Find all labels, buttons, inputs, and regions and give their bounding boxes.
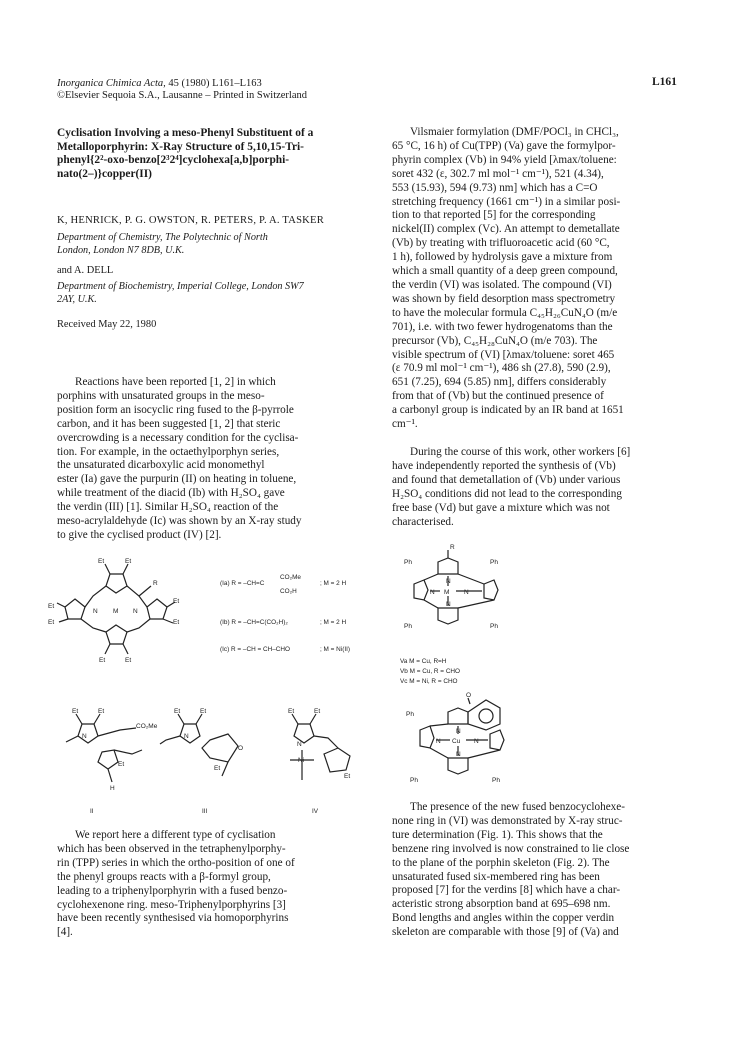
text-line: soret 432 (ε, 302.7 ml mol⁻¹ cm⁻¹), 521 (4.34), (392, 167, 604, 180)
received-date: Received May 22, 1980 (57, 319, 157, 330)
text-line: and found that demetallation of (Vb) under various (392, 473, 621, 486)
compound-Ia (220, 580, 264, 587)
compound-Ia-sub1: CO₂Me (280, 574, 301, 581)
affiliation-secondary (57, 281, 304, 306)
authors-primary: K, HENRICK, P. G. OWSTON, R. PETERS, P. A. TASKER (57, 215, 324, 226)
text-line: 701), i.e. with two fewer hydrogenatoms than the (392, 320, 613, 333)
text-line: skeleton are comparable with those [9] of (Va) and (392, 926, 619, 939)
structures-II-III-IV (62, 706, 362, 806)
affiliation-line: 2AY, U.K. (57, 293, 97, 305)
text-line: from that of (Vb) but the continued presence of (392, 390, 604, 403)
compound-Ia-metal: ; M = 2 H (320, 580, 347, 587)
ethyl-label: Et (98, 558, 105, 565)
text-line: the verdin (VI) was isolated. The compound (VI) (392, 278, 612, 291)
text-line: nickel(II) complex (Vc). An attempt to demetallate (392, 223, 620, 236)
porphyrin-structure-I (48, 556, 195, 676)
authors-secondary: and A. DELL (57, 265, 114, 276)
affiliation-line: London, London N7 8DB, U.K. (57, 244, 185, 256)
ethyl-label: Et (214, 765, 221, 772)
nitrogen-label: N (436, 738, 441, 745)
ethyl-label: Et (72, 708, 79, 715)
text-line: proposed [7] for the verdins [8] which have a char- (392, 884, 621, 897)
compound-IV-label: IV (312, 808, 319, 815)
text-line: the unsaturated dicarboxylic acid monomethyl (57, 459, 265, 472)
compound-Ib-def: (Ib) R = –CH=C(CO₂H)₂ (220, 619, 288, 626)
text-line: We report here a different type of cyclisation (75, 829, 276, 841)
right-paragraph-1 (392, 126, 684, 432)
compound-Ia-def: (Ia) R = –CH=C (220, 580, 265, 587)
text-line: 65 °C, 16 h) of Cu(TPP) (Va) gave the formylpor- (392, 139, 616, 152)
nitrogen-label: N (456, 728, 461, 735)
compound-Ic-metal: ; M = Ni(II) (320, 646, 350, 653)
ethyl-label: Et (344, 773, 351, 780)
ethyl-label: Et (200, 708, 207, 715)
right-paragraph-3 (392, 801, 684, 940)
ethyl-label: Et (118, 761, 125, 768)
text-line: free base (Vd) but gave a mixture which was not (392, 501, 610, 514)
compound-Ic-def: (Ic) R = –CH = CH–CHO (220, 646, 290, 653)
right-paragraph-2 (392, 446, 684, 529)
nitrogen-label: N (456, 751, 461, 758)
ethyl-label: Et (48, 603, 55, 610)
text-line: cyclohexenone ring. meso-Triphenylporphyrins [3] (57, 898, 286, 911)
compound-II-label: II (90, 808, 94, 815)
volume-pages: 45 (1980) L161–L163 (165, 78, 262, 89)
title-line: Cyclisation Involving a meso-Phenyl Substituent of a (57, 127, 314, 139)
nitrogen-label: N (446, 601, 451, 608)
text-line: carbon, and it has been suggested [1, 2] that steric (57, 417, 281, 430)
text-line: [4]. (57, 926, 73, 939)
text-line: while treatment of the diacid (Ib) with H₂SO₄ gave (57, 487, 285, 500)
nitrogen-label: N (446, 578, 451, 585)
text-line: 651 (7.25), 694 (5.85) nm], differs considerably (392, 376, 607, 389)
text-line: H₂SO₄ conditions did not lead to the corresponding (392, 487, 622, 500)
left-paragraph-2 (57, 829, 374, 940)
text-line: 553 (15.93), 594 (9.73) nm] which has a C=O (392, 181, 598, 194)
text-line: precursor (Vb), C₄₅H₂₈CuN₄O (m/e 703). The (392, 334, 598, 347)
ester-label: CO₂Me (136, 723, 158, 730)
metal-label: M (444, 589, 450, 596)
affiliation-line: Department of Chemistry, The Polytechnic of North (57, 232, 268, 243)
text-line: visible spectrum of (VI) [λmax/toluene: soret 465 (392, 348, 615, 361)
text-line: to give the cyclised product (IV) [2]. (57, 528, 222, 541)
text-line: tion to that reported [5] for the corresponding (392, 209, 596, 222)
title-line: phenyl{2²-oxo-benzo[2³2⁴]cyclohexa[a,b]porphi- (57, 154, 290, 167)
compound-Ib-metal: ; M = 2 H (320, 619, 347, 626)
nitrogen-label: N (464, 589, 469, 596)
text-line: ester (Ia) gave the purpurin (II) on heating in toluene, (57, 473, 297, 486)
tpp-complex-structure-V (400, 544, 510, 648)
text-line: have independently reported the synthesis of (Vb) (392, 459, 616, 472)
text-line: have been recently synthesised via homoporphyrins (57, 912, 289, 925)
verdin-structure-VI (396, 694, 536, 794)
hydrogen-label: H (110, 785, 115, 792)
text-line: (Vb) by treating with trifluoroacetic acid (60 °C, (392, 237, 610, 250)
ethyl-label: Et (98, 708, 105, 715)
ethyl-label: Et (125, 657, 132, 664)
affiliation-primary (57, 232, 268, 257)
copper-label: Cu (452, 738, 461, 745)
substituent-label: R (450, 544, 455, 551)
compound-III-label: III (202, 808, 208, 815)
compound-Vb-def: Vb M = Cu, R = CHO (400, 668, 461, 675)
phenyl-label: Ph (492, 777, 500, 784)
metal-label: M (113, 608, 119, 615)
oxygen-label: O (466, 692, 472, 699)
nitrogen-label: N (297, 741, 302, 748)
phenyl-label: Ph (404, 623, 412, 630)
text-line: tion. For example, in the octaethylporphyn series, (57, 445, 280, 458)
phenyl-label: Ph (404, 559, 412, 566)
text-line: acteristic strong absorption band at 695–698 nm. (392, 898, 611, 911)
text-line: position form an isocyclic ring fused to the β-pyrrole (57, 403, 294, 416)
affiliation-line: Department of Biochemistry, Imperial College, London SW7 (57, 281, 304, 292)
text-line: ture determination (Fig. 1). This shows that the (392, 828, 603, 841)
nitrogen-label: N (82, 733, 87, 740)
text-line: Vilsmaier formylation (DMF/POCl₃ in CHCl₃, (410, 126, 619, 138)
text-line: rin (TPP) series in which the ortho-position of one of (57, 856, 295, 869)
text-line: 1 h), followed by hydrolysis gave a mixture from (392, 251, 613, 264)
ethyl-label: Et (174, 708, 181, 715)
phenyl-label: Ph (490, 559, 498, 566)
ethyl-label: Et (314, 708, 321, 715)
text-line: meso-acrylaldehyde (Ic) was shown by an X-ray study (57, 515, 302, 528)
journal-name: Inorganica Chimica Acta, (57, 78, 166, 89)
ethyl-label: Et (125, 558, 132, 565)
nitrogen-label: N (430, 589, 435, 596)
text-line: leading to a triphenylporphyrin with a fused benzo- (57, 884, 288, 897)
text-line: overcrowding is a necessary condition for the cyclisa- (57, 431, 299, 444)
text-line: Reactions have been reported [1, 2] in which (75, 376, 276, 388)
phenyl-label: Ph (406, 711, 414, 718)
text-line: The presence of the new fused benzocyclohexe- (410, 801, 625, 813)
nickel-label: Ni (298, 757, 305, 764)
left-paragraph-1 (57, 376, 374, 543)
text-line: benzene ring involved is now constrained to lie close (392, 842, 630, 855)
text-line: stretching frequency (1661 cm⁻¹) in a similar posi- (392, 195, 621, 208)
compound-Va-def: Va M = Cu, R=H (400, 658, 447, 665)
text-line: which a small quantity of a deep green compound, (392, 265, 618, 278)
compound-Vc-def: Vc M = Ni, R = CHO (400, 678, 458, 685)
oxygen-label: O (238, 745, 244, 752)
substituent-label: R (153, 580, 158, 587)
text-line: none ring in (VI) was demonstrated by X-ray struc- (392, 814, 623, 827)
page-number: L161 (652, 76, 677, 88)
text-line: was shown by field desorption mass spectrometry (392, 292, 616, 305)
nitrogen-label: N (133, 608, 138, 615)
text-line: cm⁻¹. (392, 418, 418, 431)
text-line: to the plane of the porphin skeleton (Fig. 2). The (392, 856, 610, 869)
nitrogen-label: N (93, 608, 98, 615)
publisher-line: ©Elsevier Sequoia S.A., Lausanne – Printed in Switzerland (57, 90, 308, 101)
compound-Ia-sub2: CO₂H (280, 588, 297, 595)
text-line: phyrin complex (Vb) in 94% yield [λmax/toluene: (392, 153, 617, 166)
phenyl-label: Ph (410, 777, 418, 784)
text-line: Bond lengths and angles within the copper verdin (392, 912, 615, 925)
ethyl-label: Et (99, 657, 106, 664)
title-line: nato(2–)}copper(II) (57, 167, 152, 180)
text-line: During the course of this work, other workers [6] (410, 446, 631, 458)
ethyl-label: Et (173, 598, 180, 605)
text-line: which has been observed in the tetraphenylporphy- (57, 842, 286, 855)
nitrogen-label: N (474, 738, 479, 745)
nitrogen-label: N (184, 733, 189, 740)
phenyl-label: Ph (490, 623, 498, 630)
text-line: characterised. (392, 515, 454, 528)
ethyl-label: Et (173, 619, 180, 626)
text-line: porphins with unsaturated groups in the meso- (57, 389, 265, 402)
title-line: Metalloporphyrin: X-Ray Structure of 5,10,15-Tri- (57, 140, 304, 153)
article-title (57, 127, 377, 181)
text-line: to have the molecular formula C₄₅H₂₆CuN₄O (m/e (392, 306, 618, 319)
ethyl-label: Et (288, 708, 295, 715)
text-line: the phenyl groups reacts with a β-formyl group, (57, 870, 271, 883)
text-line: unsaturated fused six-membered ring has been (392, 870, 600, 883)
text-line: (ε 70.9 ml mol⁻¹ cm⁻¹), 486 sh (27.8), 590 (2.9), (392, 362, 611, 375)
text-line: the verdin (III) [1]. Similar H₂SO₄ reaction of the (57, 501, 279, 514)
text-line: a carbonyl group is indicated by an IR band at 1651 (392, 404, 624, 417)
ethyl-label: Et (48, 619, 55, 626)
